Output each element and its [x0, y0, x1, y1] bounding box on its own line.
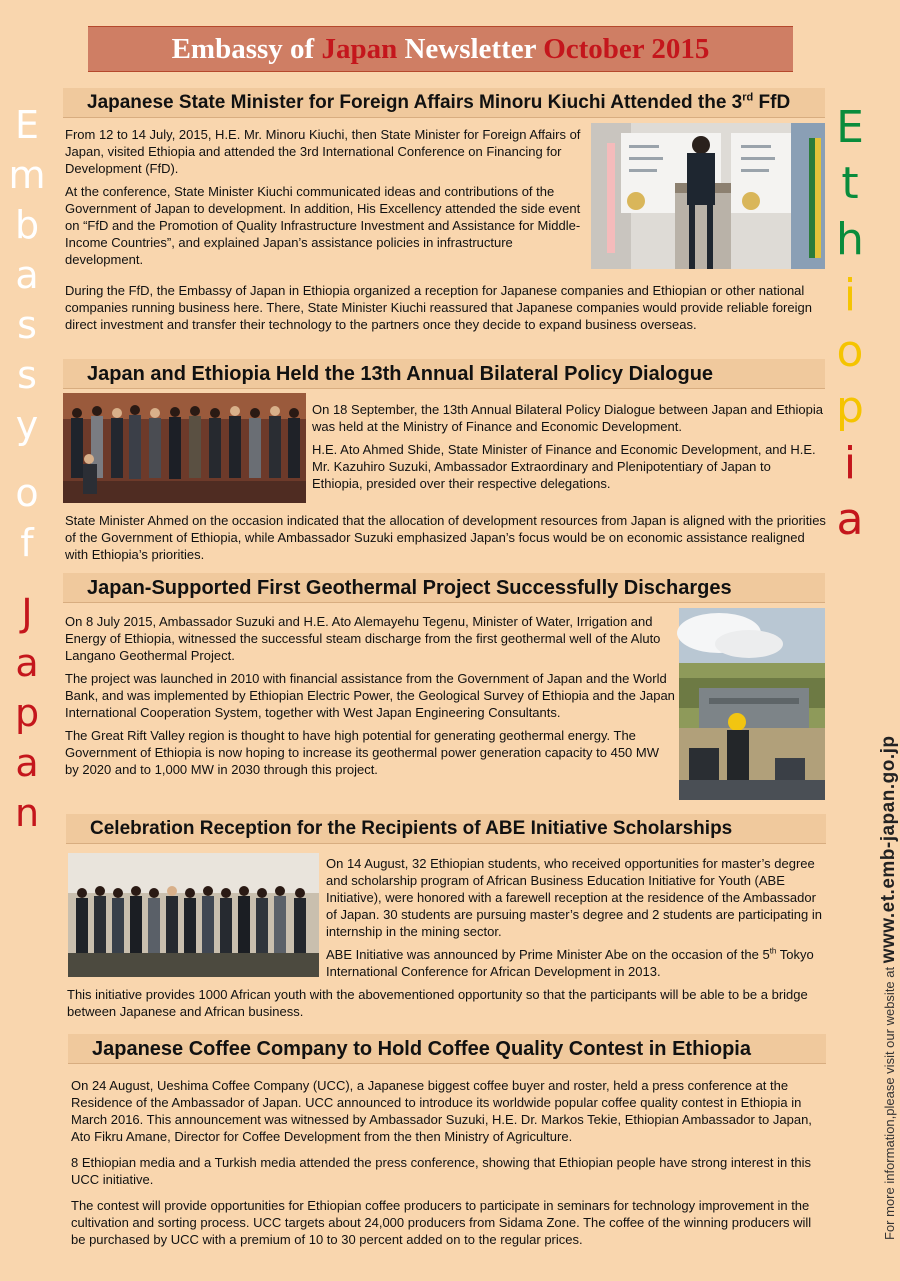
article4-photo — [68, 853, 319, 977]
letter: a — [836, 494, 864, 545]
article4-paragraph-2-text: ABE Initiative was announced by Prime Minister Abe on the occasion of the 5 — [326, 947, 770, 962]
article2-photo — [63, 393, 306, 503]
article3-title-text: Japan-Supported First Geothermal Project Successfully Discharges — [87, 577, 732, 599]
article4-paragraph-2-sup: th — [769, 946, 777, 956]
article1-body-top — [65, 126, 585, 274]
website-note — [878, 736, 900, 1241]
newsletter-masthead — [88, 26, 793, 72]
article4-paragraph-1: On 14 August, 32 Ethiopian students, who received opportunities for master’s degree and scholarship program of African Business Education Initiative for Youth (ABE Initiative), were honored with a farewell reception at the residence of the Ambassador of Japan. 30 students are pursuing master’s degree and 2 students are participating in internship in the mining sector. — [326, 856, 822, 939]
letter: m — [8, 153, 46, 197]
letter: a — [15, 741, 39, 785]
article5-paragraph-3: The contest will provide opportunities for Ethiopian coffee producers to participate in seminars for technology improvement in the cultivation and sorting process. UCC targets about 24,000 producers from Sidama Zone. The coffee of the winning producers will be purchased by UCC with a premium of 10 to 30 percent added on to the regular prices. — [71, 1198, 812, 1247]
article2-body-bottom — [65, 512, 827, 569]
left-vertical-lettering — [2, 100, 52, 838]
letter: t — [841, 158, 859, 209]
letter: a — [15, 641, 39, 685]
article4-body-top — [326, 855, 826, 986]
article3-paragraph-2: The project was launched in 2010 with financial assistance from the Government of Japan and the World Bank, and was implemented by Ethiopian Electric Power, the Geological Survey of Ethiopia and the Japan International Cooperation System, together with West Japan Engineering Consultants. — [65, 671, 675, 720]
letter: E — [836, 102, 864, 153]
letter: s — [17, 353, 37, 397]
website-note-prefix: For more information,please visit our website at — [882, 963, 897, 1240]
article5-paragraph-1: On 24 August, Ueshima Coffee Company (UCC), a Japanese biggest coffee buyer and roster, held a press conference at the Residence of the Ambassador of Japan. UCC announced to introduce its worldwide popular coffee quality contest in Ethiopia in March 2016. This announcement was witnessed by Ambassador Suzuki, H.E. Dr. Markos Tekie, Ethiopian Ambassador to Japan, Ato Fikru Amane, Director for Coffee Development from the then Ministry of Agriculture. — [71, 1078, 812, 1144]
article1-title-end: FfD — [753, 92, 791, 113]
letter: p — [14, 691, 40, 735]
letter: h — [836, 214, 864, 265]
masthead-text-2: Newsletter — [397, 33, 544, 65]
letter: i — [843, 270, 857, 321]
article2-body-top — [312, 401, 824, 498]
article1-title-sup: rd — [742, 91, 754, 104]
letter: b — [14, 203, 40, 247]
article2-title — [63, 359, 825, 389]
article1-title — [63, 88, 825, 118]
article3-paragraph-1: On 8 July 2015, Ambassador Suzuki and H.E. Ato Alemayehu Tegenu, Minister of Water, Irrigation and Energy of Ethiopia, witnessed the successful steam discharge from the first geothermal well of the Aluto Langano Geothermal Project. — [65, 614, 661, 663]
article1-title-text: Japanese State Minister for Foreign Affairs Minoru Kiuchi Attended the 3 — [87, 92, 743, 113]
letter: a — [15, 253, 39, 297]
letter: p — [836, 382, 864, 433]
article3-paragraph-3: The Great Rift Valley region is thought to have high potential for generating geothermal energy. The Government of Ethiopia is now hoping to increase its geothermal power generation capacity to 450 MW by 2020 and to 1,000 MW in 2030 through this project. — [65, 728, 659, 777]
article3-photo — [679, 608, 825, 800]
letter: E — [14, 103, 39, 147]
masthead-japan: Japan — [321, 33, 398, 65]
article4-title — [66, 814, 826, 844]
article1-photo — [591, 123, 825, 269]
article1-paragraph-1: From 12 to 14 July, 2015, H.E. Mr. Minoru Kiuchi, then State Minister for Foreign Affairs of Japan, visited Ethiopia and attended the 3rd International Conference on Financing for Development (FfD). — [65, 127, 581, 176]
article5-title — [68, 1034, 826, 1064]
masthead-date: October 2015 — [543, 33, 710, 65]
article4-title-text: Celebration Reception for the Recipients of ABE Initiative Scholarships — [90, 818, 733, 839]
article5-paragraph-2: 8 Ethiopian media and a Turkish media attended the press conference, showing that Ethiopian people have strong interest in this UCC initiative. — [71, 1155, 812, 1187]
article4-paragraph-2-end: Tokyo International Conference for African Development in 2013. — [326, 947, 814, 979]
letter: y — [15, 403, 39, 447]
letter: i — [843, 438, 857, 489]
article1-body-bottom — [65, 282, 827, 339]
article3-body-top — [65, 613, 675, 784]
article5-body — [71, 1077, 827, 1254]
letter: s — [17, 303, 37, 347]
masthead-text-1: Embassy of — [171, 33, 322, 65]
article3-title — [63, 573, 825, 603]
article2-paragraph-2: H.E. Ato Ahmed Shide, State Minister of Finance and Economic Development, and H.E. Mr. Kazuhiro Suzuki, Ambassador Extraordinary and Plenipotentiary of Japan to Ethiopia, presided over their respective delegations. — [312, 442, 816, 491]
article1-paragraph-2: At the conference, State Minister Kiuchi communicated ideas and contributions of the Government of Japan to development. In addition, His Excellency attended the side event on “FfD and the Promotion of Quality Infrastructure Investment and Assistance for Middle-Income Countries”, and explained Japan’s assistance policies in infrastructure development. — [65, 184, 581, 267]
right-vertical-lettering — [825, 100, 875, 548]
letter: f — [20, 521, 34, 565]
article1-paragraph-3: During the FfD, the Embassy of Japan in Ethiopia organized a reception for Japanese companies and Ethiopian or other national companies running business here. There, State Minister Kiuchi reassured that Japanese companies would provide reliable foreign direct investment and transfer their technology to the partners once they decide to expand business overseas. — [65, 283, 812, 332]
article4-paragraph-3: This initiative provides 1000 African youth with the abovementioned opportunity so that the participants will be able to be a bridge between Japanese and African business. — [67, 987, 808, 1019]
article2-paragraph-1: On 18 September, the 13th Annual Bilateral Policy Dialogue between Japan and Ethiopia was held at the Ministry of Finance and Economic Development. — [312, 402, 823, 434]
website-link[interactable]: www.et.emb-japan.go.jp — [878, 735, 899, 964]
article2-title-text: Japan and Ethiopia Held the 13th Annual Bilateral Policy Dialogue — [87, 363, 714, 385]
letter: J — [21, 591, 33, 635]
article2-paragraph-3: State Minister Ahmed on the occasion indicated that the allocation of development resources from Japan is aligned with the priorities of the Government of Ethiopia, while Ambassador Suzuki emphasized Japan’s focus would be on economic assistance realigned with Ethiopia’s priorities. — [65, 513, 826, 562]
article4-body-bottom — [67, 986, 827, 1026]
article5-title-text: Japanese Coffee Company to Hold Coffee Quality Contest in Ethiopia — [92, 1038, 751, 1060]
letter: n — [14, 791, 40, 835]
article4-paragraph-2 — [326, 946, 826, 980]
letter: o — [836, 326, 864, 377]
letter: o — [15, 471, 39, 515]
